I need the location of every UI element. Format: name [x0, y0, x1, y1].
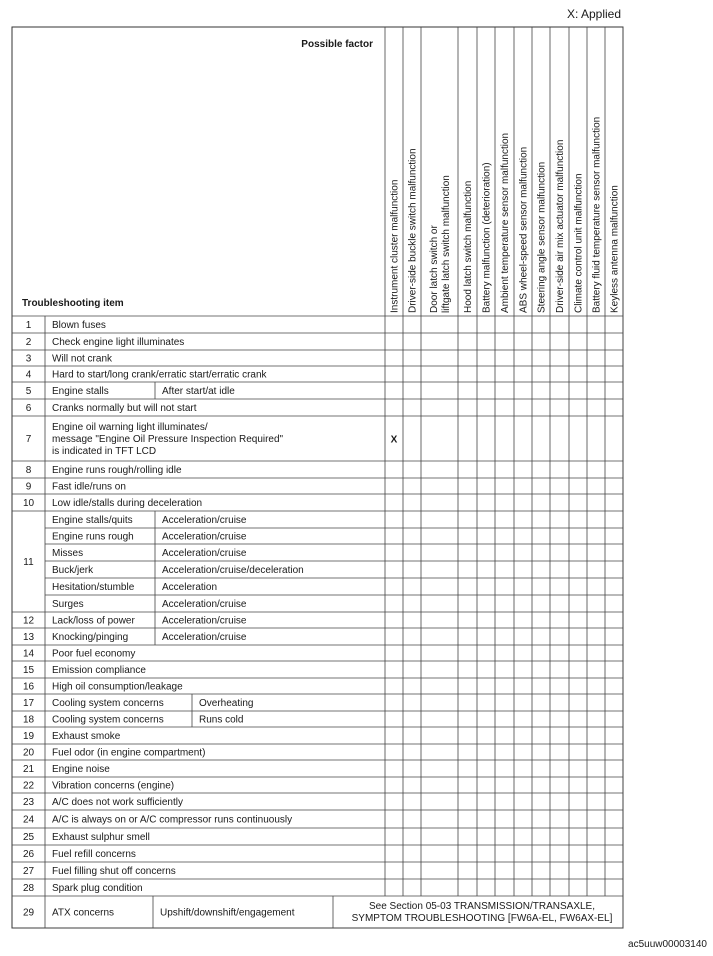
row-item-text: Will not crank	[52, 353, 113, 365]
row-number: 5	[25, 386, 32, 397]
factor-header-2: Driver-side buckle switch malfunction	[407, 148, 419, 313]
row-item-text: A/C is always on or A/C compressor runs continuously	[52, 814, 293, 826]
row-sub-text: Overheating	[199, 698, 254, 709]
row-number: 8	[25, 465, 32, 476]
row-item-text: Lack/loss of power	[52, 615, 135, 627]
row-number: 10	[22, 498, 35, 509]
factor-header-8: Steering angle sensor malfunction	[536, 161, 548, 313]
row-sub-text: Upshift/downshift/engagement	[160, 907, 295, 919]
factor-header-4: Hood latch switch malfunction	[463, 180, 474, 313]
row-item-text: Exhaust sulphur smell	[52, 832, 150, 843]
row-number: 29	[22, 907, 35, 919]
row-item-text: Cooling system concerns	[52, 714, 164, 726]
row-item-text: Blown fuses	[52, 320, 106, 331]
row-item-text: Buck/jerk	[52, 565, 94, 576]
row-item-text: Engine runs rough/rolling idle	[52, 465, 182, 476]
row-number: 21	[22, 764, 35, 775]
row-item-text: Check engine light illuminates	[52, 337, 185, 348]
row-item-text: Engine runs rough	[52, 531, 134, 543]
row-sub-text: Acceleration/cruise/deceleration	[162, 565, 304, 576]
row-number: 12	[22, 615, 35, 627]
row-item-text: Fuel filling shut off concerns	[52, 866, 176, 877]
factor-header-3: liftgate latch switch malfunction	[441, 175, 452, 313]
row-number: 27	[22, 866, 35, 877]
row-sub-text: Acceleration	[162, 582, 218, 593]
row-sub-text: Acceleration/cruise	[162, 515, 247, 526]
row-item-text: Surges	[52, 599, 84, 610]
row-note-text: SYMPTOM TROUBLESHOOTING [FW6A-EL, FW6AX-EL]	[351, 913, 613, 924]
factor-header-11: Battery fluid temperature sensor malfunction	[591, 116, 603, 313]
row-number: 22	[22, 780, 35, 792]
applied-mark: X	[390, 434, 398, 446]
row-number: 6	[25, 403, 32, 414]
row-sub-text: Acceleration/cruise	[162, 548, 247, 559]
row-item-text: Engine stalls/quits	[52, 515, 133, 526]
row-item-text: Fast idle/runs on	[52, 481, 126, 493]
row-item-text: Hesitation/stumble	[52, 582, 135, 593]
row-item-text: Exhaust smoke	[52, 731, 121, 742]
row-item-text: Fuel odor (in engine compartment)	[52, 747, 206, 759]
row-number: 11	[23, 557, 34, 568]
row-item-text: Emission compliance	[52, 665, 146, 676]
row-number: 14	[22, 648, 35, 660]
row-item-text: Vibration concerns (engine)	[52, 780, 175, 792]
row-item-text: Fuel refill concerns	[52, 849, 136, 860]
row-item-text: ATX concerns	[52, 907, 115, 919]
header-possible-factor: Possible factor	[301, 39, 373, 50]
factor-header-3: Door latch switch or	[429, 225, 440, 313]
row-number: 18	[22, 714, 35, 726]
row-number: 23	[22, 797, 35, 808]
row-number: 25	[22, 832, 35, 843]
row-number: 13	[22, 632, 35, 643]
row-sub-text: Acceleration/cruise	[162, 632, 247, 643]
row-number: 28	[22, 883, 35, 894]
row-number: 4	[25, 369, 32, 381]
row-number: 1	[25, 320, 32, 331]
row-item-text: Spark plug condition	[52, 883, 143, 894]
row-item-text: Hard to start/long crank/erratic start/erratic crank	[52, 369, 267, 381]
row-number: 19	[22, 731, 35, 742]
row-item-text: is indicated in TFT LCD	[52, 446, 157, 457]
row-number: 26	[22, 849, 35, 860]
factor-header-1: Instrument cluster malfunction	[389, 179, 401, 313]
row-number: 2	[25, 337, 32, 348]
row-item-text: Poor fuel economy	[52, 648, 136, 660]
row-item-text: Misses	[52, 548, 84, 559]
row-sub-text: Runs cold	[199, 714, 244, 726]
row-sub-text: Acceleration/cruise	[162, 599, 247, 610]
row-item-text: Knocking/pinging	[52, 632, 129, 643]
factor-header-7: ABS wheel-speed sensor malfunction	[518, 146, 530, 313]
row-number: 15	[22, 665, 35, 676]
row-item-text: Engine noise	[52, 764, 110, 775]
row-number: 9	[25, 481, 32, 493]
row-item-text: Cooling system concerns	[52, 698, 164, 709]
legend-applied: X: Applied	[566, 7, 621, 21]
row-sub-text: Acceleration/cruise	[162, 531, 247, 543]
row-sub-text: Acceleration/cruise	[162, 615, 247, 627]
row-number: 17	[22, 698, 35, 709]
row-item-text: Engine stalls	[52, 386, 109, 397]
factor-header-6: Ambient temperature sensor malfunction	[500, 132, 511, 313]
factor-header-9: Driver-side air mix actuator malfunction	[555, 139, 566, 313]
header-troubleshooting-item: Troubleshooting item	[22, 298, 124, 309]
factor-header-5: Battery malfunction (deterioration)	[481, 162, 493, 313]
row-item-text: message "Engine Oil Pressure Inspection Required"	[52, 434, 284, 445]
row-number: 3	[25, 353, 32, 365]
figure-id: ac5uuw00003140	[628, 939, 707, 950]
factor-header-10: Climate control unit malfunction	[573, 173, 585, 313]
row-sub-text: After start/at idle	[162, 386, 235, 397]
row-item-text: Engine oil warning light illuminates/	[52, 422, 208, 433]
row-item-text: Cranks normally but will not start	[52, 403, 197, 414]
factor-header-12: Keyless antenna malfunction	[609, 185, 621, 313]
row-note-text: See Section 05-03 TRANSMISSION/TRANSAXLE,	[368, 901, 596, 912]
row-item-text: A/C does not work sufficiently	[52, 797, 183, 808]
row-number: 16	[22, 681, 35, 693]
row-number: 20	[22, 747, 35, 759]
row-number: 24	[22, 814, 35, 826]
row-number: 7	[25, 434, 32, 445]
row-item-text: Low idle/stalls during deceleration	[52, 498, 203, 509]
row-item-text: High oil consumption/leakage	[52, 681, 183, 693]
